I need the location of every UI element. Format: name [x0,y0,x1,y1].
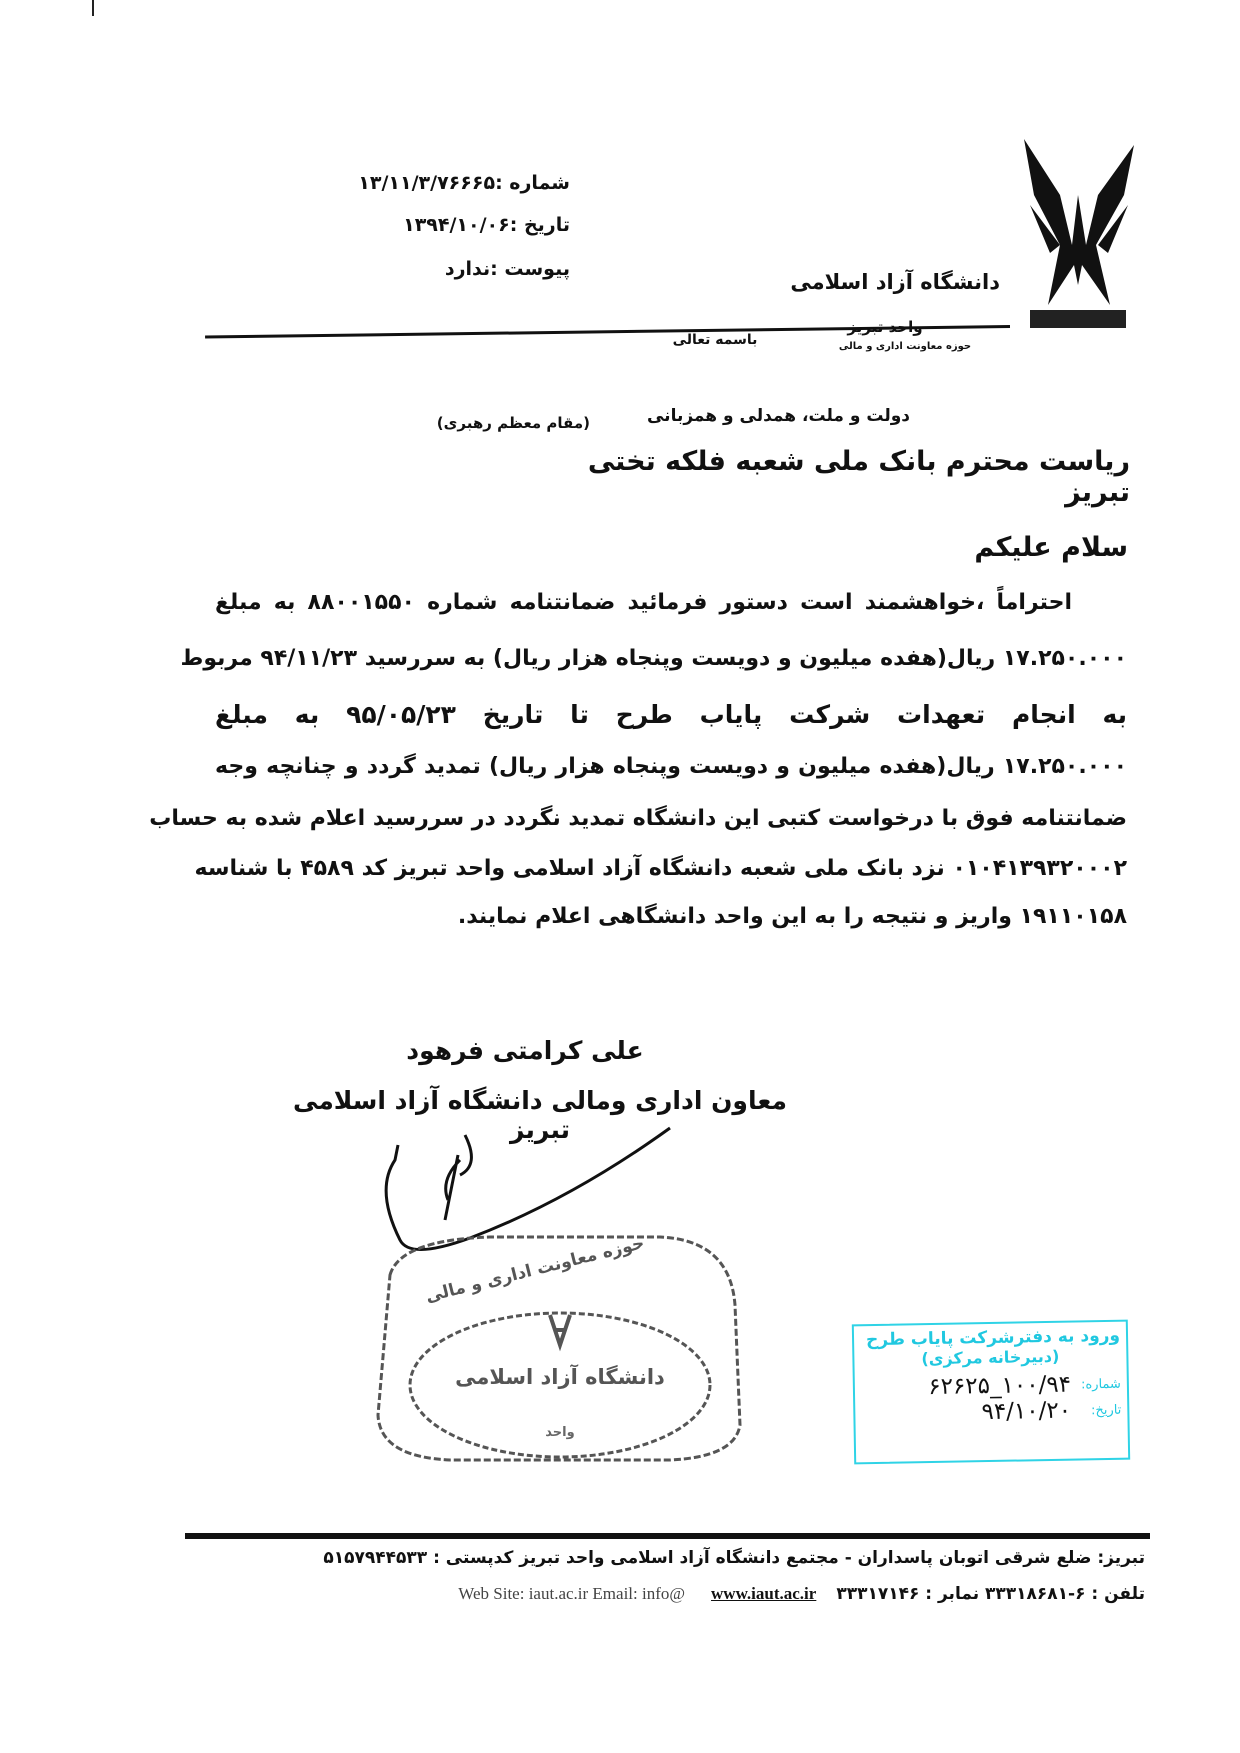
footer-divider [185,1533,1150,1539]
body-line: ۱۷.۲۵۰.۰۰۰ ریال(هفده میلیون و دویست وپنجاه هزار ریال) به سررسید ۹۴/۱۱/۲۳ مربوط [180,646,1127,671]
receipt-date-row [855,1397,1127,1428]
letter-attachment [270,258,570,280]
receipt-number-row [855,1365,1128,1402]
greeting: سلام علیکم [974,532,1128,563]
department-name: حوزه معاونت اداری و مالی [838,341,972,352]
letter-date-value: ۱۳۹۴/۱۰/۰۶ [403,214,510,236]
letter-date [270,214,570,236]
seal-outer-text: حوزه معاونت اداری و مالی [423,1233,647,1307]
letter-attachment-value: ندارد [444,258,491,280]
university-name: دانشگاه آزاد اسلامی [790,270,1000,294]
body-line: ۰۱۰۴۱۳۹۳۲۰۰۰۲ نزد بانک ملی شعبه دانشگاه آزاد اسلامی واحد تبریز کد ۴۵۸۹ با شناسه [194,856,1127,881]
receipt-stamp-title: ورود به دفترشرکت پایاب طرح [865,1325,1121,1351]
branch-name: واحد تبریز [847,318,923,336]
footer-web-email: Web Site: iaut.ac.ir Email: info@ [458,1584,686,1603]
motto-text: دولت و ملت، همدلی و همزبانی [646,406,910,426]
university-logo-icon [1020,135,1138,335]
body-line: ضمانتنامه فوق با درخواست کتبی این دانشگاه تمدید نگردد در سررسید اعلام شده به حساب [149,806,1127,831]
letter-number [270,172,570,194]
recipient: ریاست محترم بانک ملی شعبه فلکه تختی تبریز [587,446,1130,508]
receipt-stamp [852,1320,1130,1465]
seal-inner-text: دانشگاه آزاد اسلامی [455,1365,665,1389]
body-line: ۱۹۱۱۰۱۵۸ واریز و نتیجه را به این واحد دانشگاهی اعلام نمایند. [457,904,1127,929]
body-line: ۱۷.۲۵۰.۰۰۰ ریال(هفده میلیون و دویست وپنجاه هزار ریال) تمدید گردد و چنانچه وجه [215,754,1127,779]
receipt-number-label: شماره: [1080,1376,1122,1392]
footer-address: تبریز: ضلع شرقی اتوبان پاسداران - مجتمع دانشگاه آزاد اسلامی واحد تبریز کدپستی : ۵۱۵۷۹۴۴۵۳۳ [323,1548,1145,1568]
body-line: احتراماً ،خواهشمند است دستور فرمائید ضمانتنامه شماره ۸۸۰۰۱۵۵۰ به مبلغ [215,590,1072,615]
footer-phone: تلفن : ۶-۳۳۳۱۸۶۸۱ نمابر : ۳۳۳۱۷۱۴۶ [836,1584,1145,1604]
scan-mark [92,0,94,16]
official-seal [370,1235,760,1465]
receipt-stamp-subtitle: (دبیرخانه مرکزی) [921,1346,1060,1369]
body-line: به انجام تعهدات شرکت پایاب طرح تا تاریخ ۹۵/۰۵/۲۳ به مبلغ [215,700,1127,729]
letter-attachment-label: پیوست : [490,258,570,280]
signer-title: معاون اداری ومالی دانشگاه آزاد اسلامی تبریز [293,1086,787,1144]
receipt-number-value: ۱۰۰/۹۴_۶۲۶۲۵ [928,1371,1072,1401]
signer-name: علی کرامتی فرهود [406,1036,644,1065]
footer-contact-row [285,1584,1145,1604]
receipt-date-value: ۹۴/۱۰/۲۰ [981,1397,1072,1426]
footer-website-link[interactable]: www.iaut.ac.ir [711,1584,817,1603]
letter-date-label: تاریخ : [509,214,570,236]
invocation: باسمه تعالی [672,332,758,348]
seal-bottom-text: واحد [545,1425,575,1440]
university-logo [1020,135,1138,335]
letter-number-value: ۱۳/۱۱/۳/۷۶۶۶۵ [358,172,496,194]
receipt-date-label: تاریخ: [1090,1402,1122,1418]
letter-number-label: شماره : [495,172,570,194]
motto-source: (مقام معظم رهبری) [436,414,590,432]
